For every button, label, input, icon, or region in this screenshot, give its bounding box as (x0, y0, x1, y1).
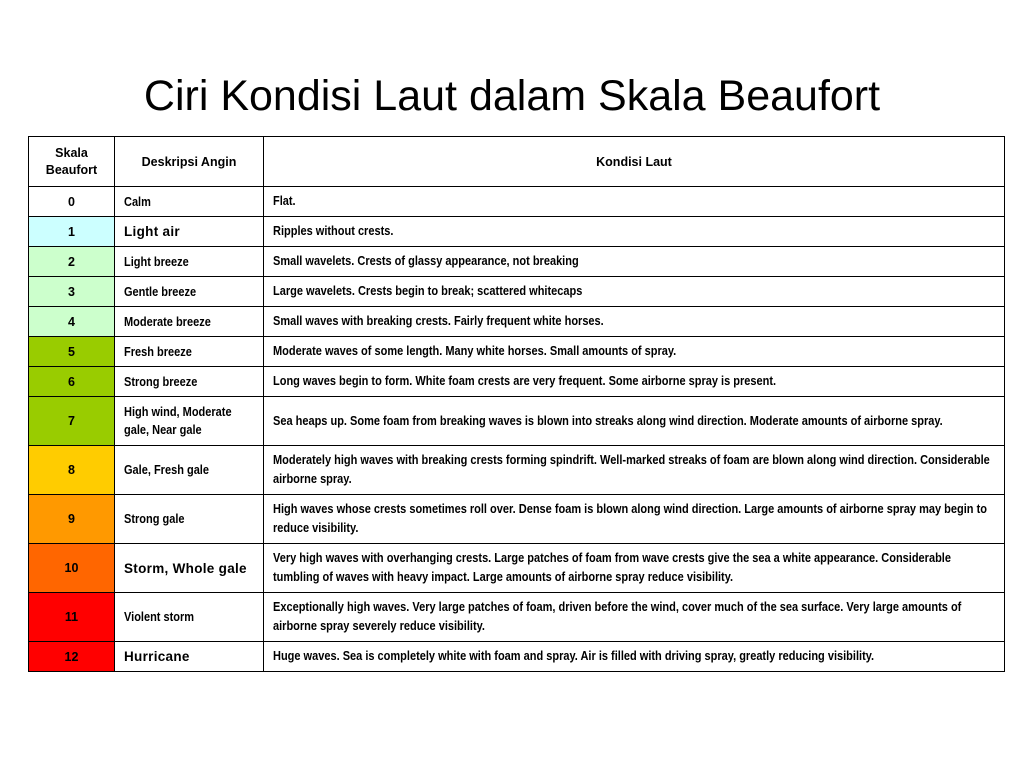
table-row (29, 593, 1005, 642)
sea-condition-cell (264, 544, 1005, 593)
header-scale (29, 137, 115, 187)
sea-condition-cell (264, 217, 1005, 247)
wind-description-cell (115, 307, 264, 337)
table-row (29, 187, 1005, 217)
wind-description-text: Gentle breeze (124, 284, 197, 299)
beaufort-scale-cell: 9 (29, 495, 115, 544)
sea-condition-text: Sea heaps up. Some foam from breaking waves is blown into streaks along wind direction. Moderate amounts of airborne spray. (273, 413, 943, 428)
wind-description-text: Storm, Whole gale (124, 560, 247, 576)
beaufort-scale-cell: 12 (29, 642, 115, 672)
sea-condition-text: Flat. (273, 194, 296, 208)
sea-condition-text: Ripples without crests. (273, 224, 394, 238)
table-row (29, 397, 1005, 446)
wind-description-cell (115, 337, 264, 367)
wind-description-cell (115, 495, 264, 544)
beaufort-scale-cell: 5 (29, 337, 115, 367)
sea-condition-cell (264, 446, 1005, 495)
sea-condition-text: Moderate waves of some length. Many white horses. Small amounts of spray. (273, 344, 677, 358)
wind-description-text: Strong gale (124, 512, 185, 526)
wind-description-cell (115, 187, 264, 217)
wind-description-cell (115, 247, 264, 277)
slide-title: Ciri Kondisi Laut dalam Skala Beaufort (143, 72, 881, 120)
table-row (29, 337, 1005, 367)
wind-description-cell (115, 367, 264, 397)
table-row (29, 642, 1005, 672)
wind-description-text: Strong breeze (124, 374, 198, 389)
beaufort-scale-cell: 8 (29, 446, 115, 495)
sea-condition-text: Small wavelets. Crests of glassy appearance, not breaking (273, 254, 579, 268)
wind-description-text: Violent storm (124, 610, 195, 624)
sea-condition-cell (264, 593, 1005, 642)
wind-description-text: High wind, Moderate gale, Near gale (124, 405, 232, 437)
wind-description-text: Moderate breeze (124, 314, 211, 329)
beaufort-scale-cell: 2 (29, 247, 115, 277)
sea-condition-cell (264, 397, 1005, 446)
sea-condition-cell (264, 642, 1005, 672)
sea-condition-cell (264, 367, 1005, 397)
table-row (29, 367, 1005, 397)
table-row (29, 217, 1005, 247)
table-row (29, 495, 1005, 544)
table-body (29, 187, 1005, 672)
wind-description-cell (115, 544, 264, 593)
wind-description-cell (115, 217, 264, 247)
sea-condition-cell (264, 307, 1005, 337)
sea-condition-text: Small waves with breaking crests. Fairly frequent white horses. (273, 314, 604, 328)
header-scale-line1: Skala (55, 145, 88, 160)
wind-description-text: Calm (124, 194, 151, 209)
table-row (29, 277, 1005, 307)
header-scale-line2: Beaufort (45, 162, 98, 177)
wind-description-text: Fresh breeze (124, 344, 192, 359)
sea-condition-cell (264, 337, 1005, 367)
wind-description-cell (115, 593, 264, 642)
table-row (29, 446, 1005, 495)
wind-description-text: Hurricane (124, 649, 190, 664)
sea-condition-text: Very high waves with overhanging crests. Large patches of foam from wave crests give the sea a white appearance. Considerable tumbling of waves with heavy impact. Large amounts of airborne spray reduce visibility. (273, 551, 951, 584)
table-row (29, 544, 1005, 593)
beaufort-scale-cell: 1 (29, 217, 115, 247)
beaufort-table (28, 136, 1005, 672)
beaufort-scale-cell: 6 (29, 367, 115, 397)
sea-condition-text: Long waves begin to form. White foam crests are very frequent. Some airborne spray is present. (273, 374, 777, 388)
header-condition: Kondisi Laut (264, 137, 1005, 187)
table-header-row (29, 137, 1005, 187)
wind-description-cell (115, 642, 264, 672)
sea-condition-cell (264, 187, 1005, 217)
wind-description-cell (115, 397, 264, 446)
sea-condition-text: Huge waves. Sea is completely white with foam and spray. Air is filled with driving spray, greatly reducing visibility. (273, 649, 875, 663)
wind-description-text: Gale, Fresh gale (124, 463, 209, 477)
table-row (29, 307, 1005, 337)
wind-description-cell (115, 277, 264, 307)
wind-description-text: Light breeze (124, 254, 189, 269)
wind-description-text: Light air (124, 224, 180, 239)
sea-condition-text: Moderately high waves with breaking crests forming spindrift. Well-marked streaks of foam are blown along wind direction. Considerable airborne spray. (273, 453, 990, 486)
wind-description-cell (115, 446, 264, 495)
table-row (29, 247, 1005, 277)
beaufort-scale-cell: 11 (29, 593, 115, 642)
beaufort-scale-cell: 10 (29, 544, 115, 593)
beaufort-scale-cell: 4 (29, 307, 115, 337)
sea-condition-cell (264, 277, 1005, 307)
sea-condition-text: Large wavelets. Crests begin to break; scattered whitecaps (273, 284, 583, 298)
sea-condition-cell (264, 495, 1005, 544)
sea-condition-text: High waves whose crests sometimes roll over. Dense foam is blown along wind direction. Large amounts of airborne spray may begin to reduce visibility. (273, 502, 987, 535)
beaufort-scale-cell: 7 (29, 397, 115, 446)
sea-condition-cell (264, 247, 1005, 277)
header-description: Deskripsi Angin (115, 137, 264, 187)
beaufort-scale-cell: 3 (29, 277, 115, 307)
sea-condition-text: Exceptionally high waves. Very large patches of foam, driven before the wind, cover much of the sea surface. Very large amounts of airborne spray severely reduce visibility. (273, 600, 962, 633)
beaufort-scale-cell: 0 (29, 187, 115, 217)
